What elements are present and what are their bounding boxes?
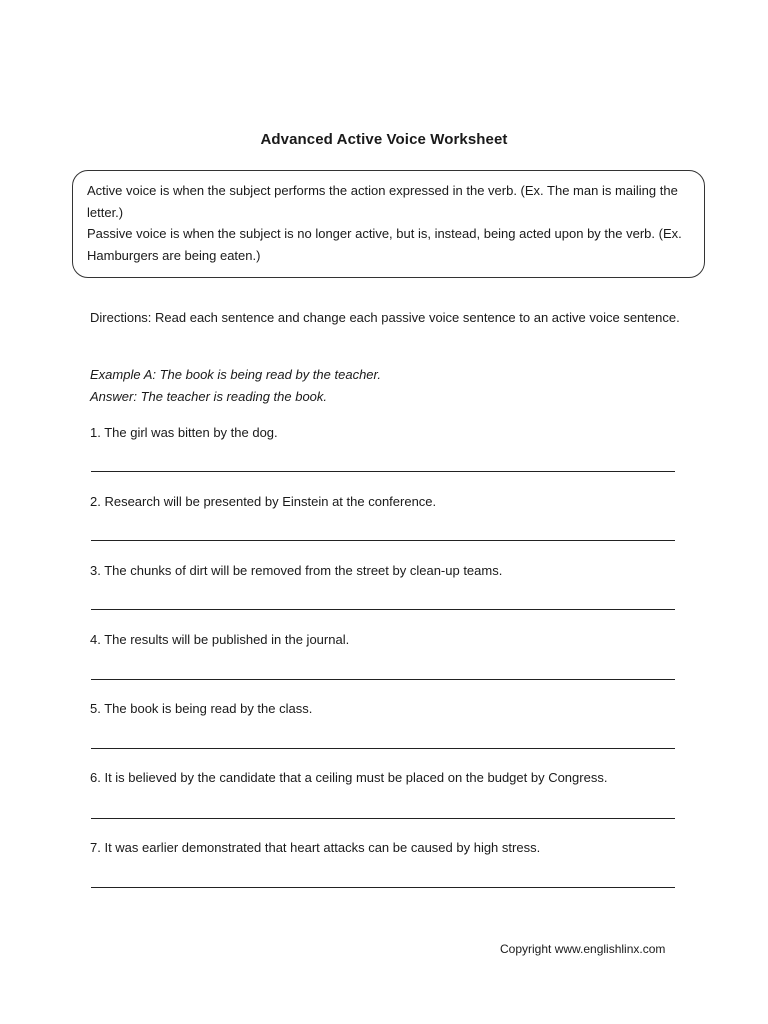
example-sentence: Example A: The book is being read by the teacher. (90, 367, 381, 382)
definition-box (72, 170, 705, 278)
answer-line-4[interactable] (91, 679, 675, 680)
passive-voice-definition: Passive voice is when the subject is no longer active, but is, instead, being acted upon by the verb. (Ex. Hamburgers are being eaten.) (87, 226, 682, 263)
question-5: 5. The book is being read by the class. (90, 701, 313, 716)
answer-line-3[interactable] (91, 609, 675, 610)
directions-text: Directions: Read each sentence and change each passive voice sentence to an active voice sentence. (90, 310, 680, 325)
question-2: 2. Research will be presented by Einstein at the conference. (90, 494, 437, 509)
example-answer: Answer: The teacher is reading the book. (90, 388, 328, 404)
question-6: 6. It is believed by the candidate that a ceiling must be placed on the budget by Congress. (90, 770, 608, 785)
question-4: 4. The results will be published in the journal. (90, 632, 350, 647)
directions-block (90, 307, 680, 329)
answer-line-2[interactable] (91, 540, 675, 541)
example-block (90, 364, 680, 407)
question-1: 1. The girl was bitten by the dog. (90, 425, 278, 440)
answer-line-6[interactable] (91, 818, 675, 819)
question-3: 3. The chunks of dirt will be removed from the street by clean-up teams. (90, 563, 503, 578)
copyright-footer: Copyright www.englishlinx.com (500, 942, 666, 956)
answer-line-1[interactable] (91, 471, 675, 472)
answer-line-7[interactable] (91, 887, 675, 888)
active-voice-definition: Active voice is when the subject performs the action expressed in the verb. (Ex. The man is mailing the letter.) (87, 183, 678, 220)
question-7: 7. It was earlier demonstrated that heart attacks can be caused by high stress. (90, 840, 541, 855)
answer-line-5[interactable] (91, 748, 675, 749)
worksheet-title: Advanced Active Voice Worksheet (260, 131, 508, 148)
